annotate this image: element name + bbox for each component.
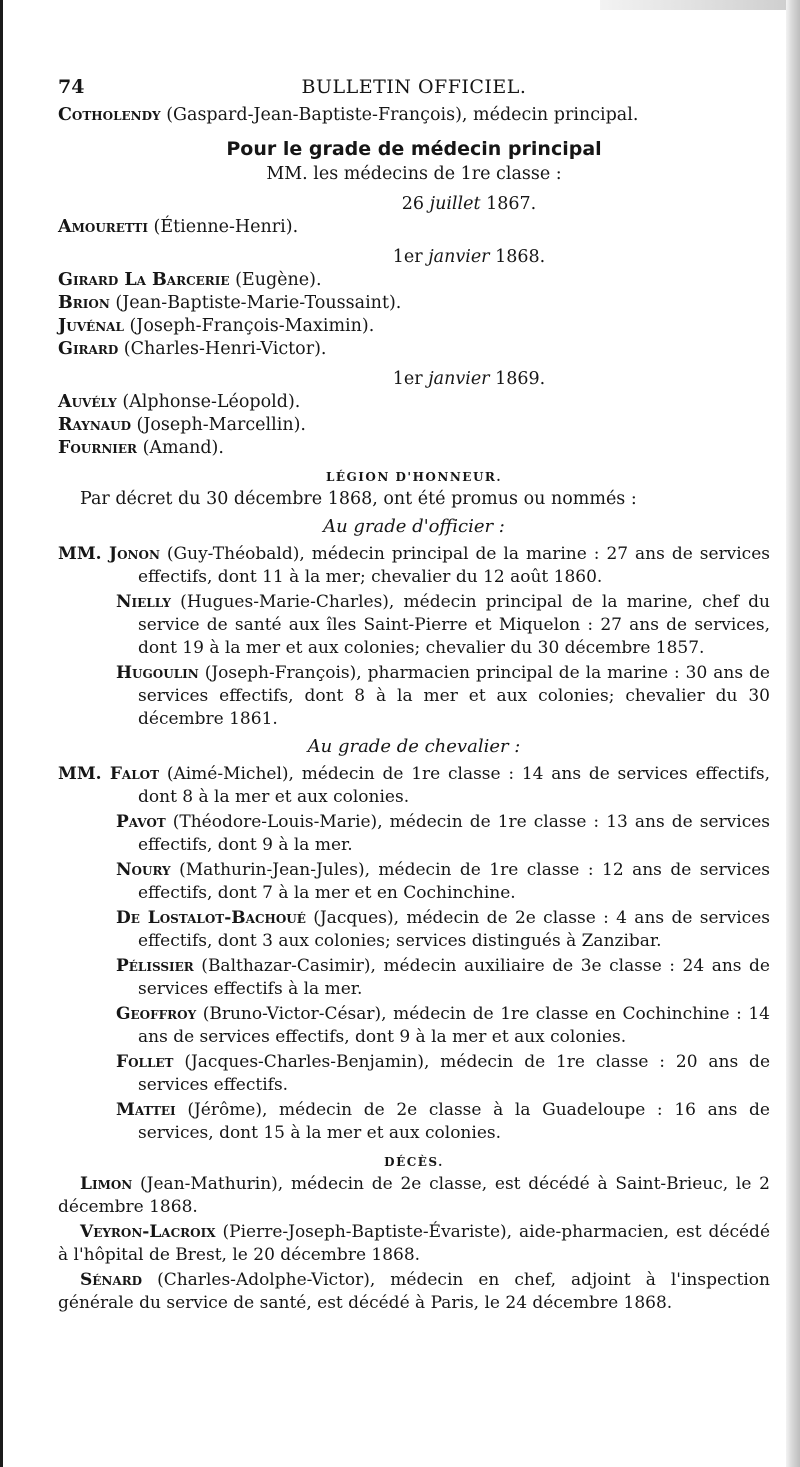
person-details: (Gaspard-Jean-Baptiste-François), médecin principal. <box>160 105 639 125</box>
person-name: Hugoulin <box>116 663 199 683</box>
promotion-entry <box>58 269 770 292</box>
person-name: Follet <box>116 1052 174 1072</box>
scan-edge-left <box>0 0 3 1467</box>
section-heading: Pour le grade de médecin principal <box>226 138 602 160</box>
page-number: 74 <box>58 76 85 98</box>
promotion-entry <box>58 437 770 460</box>
person-details: (Jean-Mathurin), médecin de 2e classe, est décédé à Saint-Brieuc, le 2 décembre 1868. <box>58 1174 770 1217</box>
running-header <box>58 76 770 104</box>
promotion-entry <box>58 338 770 361</box>
chevalier-list <box>58 763 770 1145</box>
promotion-date <box>58 367 770 391</box>
scan-edge-right <box>786 0 800 1467</box>
person-name: Veyron-Lacroix <box>80 1222 216 1242</box>
honor-entry <box>58 859 770 905</box>
person-details: (Amand). <box>137 438 224 458</box>
date-month: janvier <box>428 247 490 267</box>
promotion-date <box>58 245 770 269</box>
person-name: De Lostalot-Bachoué <box>116 908 306 928</box>
person-details: (Charles-Adolphe-Victor), médecin en chef, adjoint à l'inspection générale du service de santé, est décédé à Paris, le 24 décembre 1868. <box>58 1270 770 1313</box>
promotion-entry <box>58 216 770 239</box>
document-page <box>58 76 770 1315</box>
deces-entry <box>58 1221 770 1267</box>
person-name: Geoffroy <box>116 1004 197 1024</box>
promotion-entry <box>58 414 770 437</box>
person-name: Raynaud <box>58 415 131 435</box>
person-details: (Mathurin-Jean-Jules), médecin de 1re classe : 12 ans de services effectifs, dont 7 à la mer et en Cochinchine. <box>138 860 770 903</box>
date-day: 1er <box>392 247 423 267</box>
date-day: 1er <box>392 369 423 389</box>
person-details: (Eugène). <box>229 270 322 290</box>
date-year: 1868. <box>495 247 546 267</box>
person-name: Amouretti <box>58 217 148 237</box>
person-details: (Jérôme), médecin de 2e classe à la Guadeloupe : 16 ans de services, dont 15 à la mer et aux colonies. <box>138 1100 770 1143</box>
person-name: Limon <box>80 1174 133 1194</box>
promotion-groups <box>58 192 770 460</box>
person-details: (Jean-Baptiste-Marie-Toussaint). <box>109 293 402 313</box>
person-details: (Étienne-Henri). <box>147 217 299 237</box>
person-name: Mattei <box>116 1100 176 1120</box>
decree-text: Par décret du 30 décembre 1868, ont été promus ou nommés : <box>80 489 637 509</box>
person-details: (Jacques), médecin de 2e classe : 4 ans de services effectifs, dont 3 aux colonies; services distingués à Zanzibar. <box>138 908 770 951</box>
entry-prefix: MM. <box>58 544 110 564</box>
honor-entry <box>58 1099 770 1145</box>
honor-entry <box>58 1003 770 1049</box>
honor-entry <box>58 1051 770 1097</box>
promotion-entry <box>58 315 770 338</box>
deces-list <box>58 1173 770 1315</box>
promotion-date <box>58 192 770 216</box>
person-name: Pélissier <box>116 956 194 976</box>
person-details: (Alphonse-Léopold). <box>116 392 301 412</box>
chevalier-heading: Au grade de chevalier : <box>307 736 521 757</box>
person-name: Noury <box>116 860 171 880</box>
honor-entry <box>58 543 770 589</box>
date-year: 1867. <box>486 194 537 214</box>
honor-entry <box>58 811 770 857</box>
honor-entry <box>58 591 770 660</box>
person-name: Brion <box>58 293 110 313</box>
honor-entry <box>58 662 770 731</box>
person-name: Falot <box>109 764 160 784</box>
honor-entry <box>58 763 770 809</box>
person-details: (Jacques-Charles-Benjamin), médecin de 1re classe : 20 ans de services effectifs. <box>138 1052 770 1095</box>
person-name: Auvély <box>58 392 117 412</box>
person-name: Sénard <box>80 1270 143 1290</box>
section-subheading: MM. les médecins de 1re classe : <box>266 164 562 184</box>
legion-label: LÉGION D'HONNEUR. <box>325 470 503 484</box>
intro-entry <box>58 104 770 127</box>
person-name: Nielly <box>116 592 171 612</box>
person-details: (Charles-Henri-Victor). <box>118 339 327 359</box>
honor-entry <box>58 907 770 953</box>
person-name: Jonon <box>109 544 160 564</box>
scan-edge-top <box>600 0 786 10</box>
person-name: Girard La Barcerie <box>58 270 230 290</box>
person-details: (Hugues-Marie-Charles), médecin principal de la marine, chef du service de santé aux îles Saint-Pierre et Miquelon : 27 ans de services, dont 19 à la mer et aux colonies; chevalier du 30 décembre 1857. <box>138 592 770 658</box>
person-name: Cotholendy <box>58 105 161 125</box>
date-year: 1869. <box>495 369 546 389</box>
person-details: (Guy-Théobald), médecin principal de la marine : 27 ans de services effectifs, dont 11 à la mer; chevalier du 12 août 1860. <box>138 544 770 587</box>
person-details: (Aimé-Michel), médecin de 1re classe : 14 ans de services effectifs, dont 8 à la mer et aux colonies. <box>138 764 770 807</box>
entry-prefix: MM. <box>58 764 110 784</box>
person-name: Girard <box>58 339 119 359</box>
officier-heading: Au grade d'officier : <box>323 516 505 537</box>
date-month: juillet <box>429 194 481 214</box>
honor-entry <box>58 955 770 1001</box>
deces-entry <box>58 1269 770 1315</box>
person-details: (Balthazar-Casimir), médecin auxiliaire de 3e classe : 24 ans de services effectifs à la mer. <box>138 956 770 999</box>
person-details: (Pierre-Joseph-Baptiste-Évariste), aide-pharmacien, est décédé à l'hôpital de Brest, le 20 décembre 1868. <box>58 1222 770 1265</box>
person-name: Fournier <box>58 438 138 458</box>
date-day: 26 <box>401 194 425 214</box>
promotion-entry <box>58 292 770 315</box>
person-details: (Joseph-Marcellin). <box>130 415 306 435</box>
journal-title: BULLETIN OFFICIEL. <box>301 76 527 98</box>
date-month: janvier <box>428 369 490 389</box>
person-details: (Théodore-Louis-Marie), médecin de 1re classe : 13 ans de services effectifs, dont 9 à la mer. <box>138 812 770 855</box>
person-name: Pavot <box>116 812 166 832</box>
officier-list <box>58 543 770 731</box>
person-details: (Bruno-Victor-César), médecin de 1re classe en Cochinchine : 14 ans de services effectifs, dont 9 à la mer et aux colonies. <box>138 1004 770 1047</box>
promotion-entry <box>58 391 770 414</box>
person-details: (Joseph-François), pharmacien principal de la marine : 30 ans de services effectifs, dont 8 à la mer et aux colonies; chevalier du 30 décembre 1861. <box>138 663 770 729</box>
person-name: Juvénal <box>58 316 124 336</box>
deces-entry <box>58 1173 770 1219</box>
person-details: (Joseph-François-Maximin). <box>123 316 375 336</box>
deces-label: DÉCÈS. <box>384 1155 444 1169</box>
